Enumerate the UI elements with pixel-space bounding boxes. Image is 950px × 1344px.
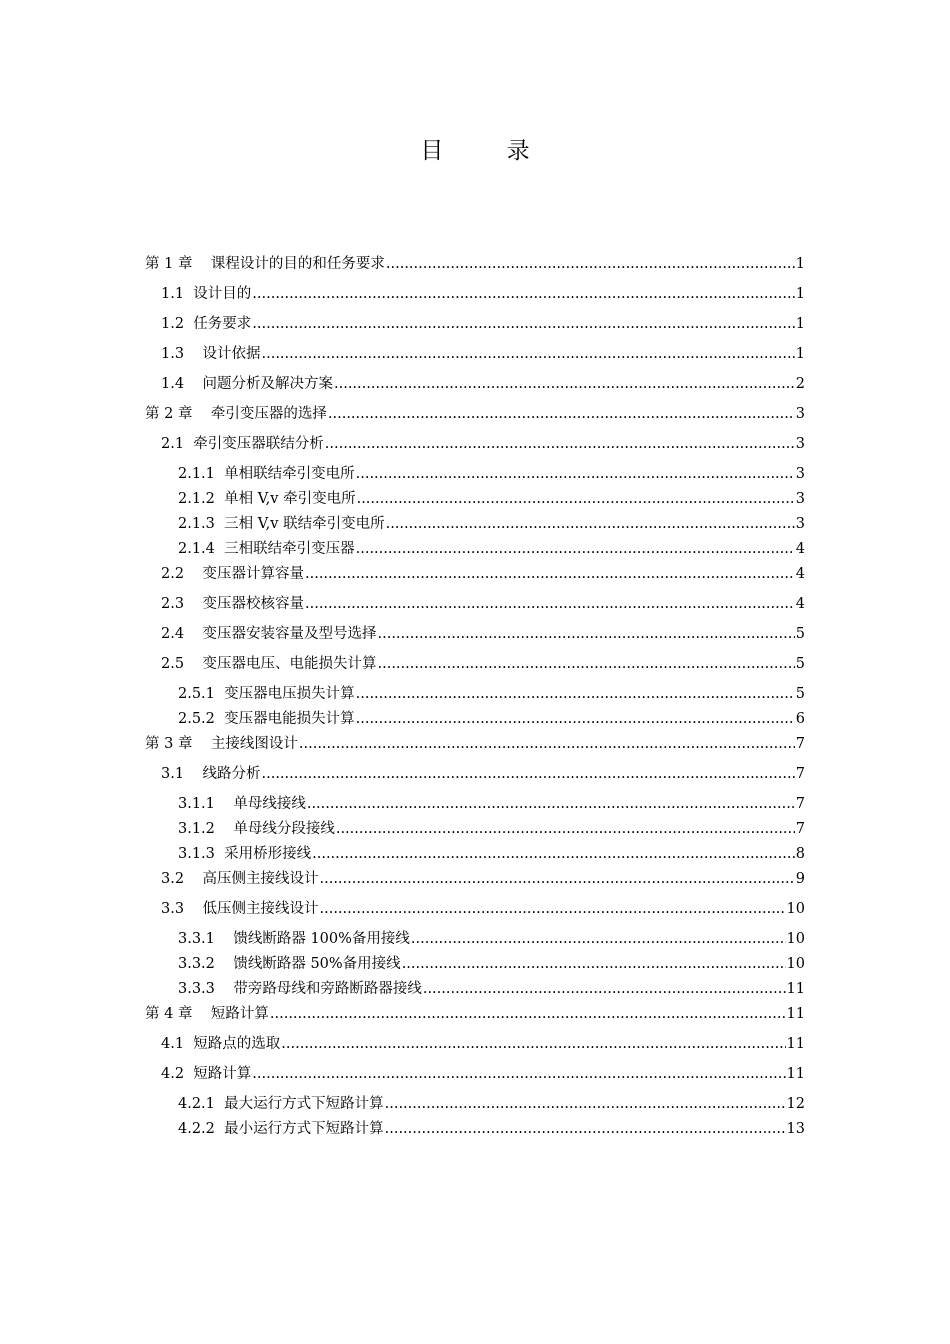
toc-entry-number: 4.2.1: [178, 1096, 225, 1112]
toc-entry-page-number: 9: [795, 871, 805, 887]
toc-entry-title: 三相联结牵引变压器: [224, 541, 355, 557]
toc-entry-page-number: 7: [795, 766, 805, 782]
toc-entry-number: 2.1.4: [178, 541, 225, 557]
toc-dot-leader: [423, 979, 786, 999]
toc-entry-title: 设计目的: [193, 286, 252, 302]
toc-dot-leader: [328, 404, 795, 424]
toc-dot-leader: [385, 1119, 786, 1139]
toc-entry-title: 变压器计算容量: [202, 566, 304, 582]
toc-entry-number: 3.3: [161, 901, 203, 917]
toc-entry[interactable]: [145, 564, 805, 584]
toc-entry-page-number: 5: [795, 626, 805, 642]
toc-entry-number: 第 1 章: [145, 256, 211, 272]
toc-entry[interactable]: [145, 844, 805, 864]
toc-entry-title: 变压器电压、电能损失计算: [202, 656, 377, 672]
toc-entry-number: 2.1.1: [178, 466, 225, 482]
toc-entry-title: 单母线分段接线: [233, 821, 335, 837]
toc-entry-number: 2.5: [161, 656, 203, 672]
toc-entry-page-number: 4: [795, 566, 805, 582]
toc-entry-number: 3.1.1: [178, 796, 234, 812]
toc-entry[interactable]: [145, 899, 805, 919]
toc-dot-leader: [356, 709, 795, 729]
toc-entry[interactable]: [145, 1004, 805, 1024]
toc-entry[interactable]: [145, 684, 805, 704]
toc-entry-title: 高压侧主接线设计: [202, 871, 319, 887]
toc-entry[interactable]: [145, 284, 805, 304]
toc-entry-number: 3.3.3: [178, 981, 234, 997]
toc-entry-number: 2.5.2: [178, 711, 225, 727]
toc-entry-title: 主接线图设计: [210, 736, 298, 752]
toc-dot-leader: [402, 954, 786, 974]
toc-entry-page-number: 8: [795, 846, 805, 862]
toc-dot-leader: [252, 1064, 785, 1084]
toc-list: [145, 254, 805, 1139]
toc-title: 目 录: [420, 138, 558, 164]
toc-dot-leader: [411, 929, 786, 949]
toc-entry[interactable]: [145, 979, 805, 999]
toc-entry[interactable]: [145, 794, 805, 814]
toc-dot-leader: [356, 684, 795, 704]
toc-entry-number: 第 3 章: [145, 736, 211, 752]
toc-entry-page-number: 1: [795, 256, 805, 272]
toc-entry-title: 变压器电压损失计算: [224, 686, 355, 702]
toc-entry-number: 3.2: [161, 871, 203, 887]
toc-entry-page-number: 3: [795, 406, 805, 422]
toc-entry-number: 3.1: [161, 766, 203, 782]
toc-entry-page-number: 11: [786, 981, 805, 997]
toc-dot-leader: [252, 314, 794, 334]
toc-entry-number: 2.5.1: [178, 686, 225, 702]
toc-entry[interactable]: [145, 434, 805, 454]
toc-dot-leader: [281, 1034, 785, 1054]
toc-entry-number: 2.4: [161, 626, 203, 642]
toc-entry-page-number: 1: [795, 316, 805, 332]
toc-entry[interactable]: [145, 869, 805, 889]
toc-dot-leader: [356, 539, 795, 559]
toc-dot-leader: [270, 1004, 786, 1024]
toc-dot-leader: [312, 844, 795, 864]
toc-entry[interactable]: [145, 464, 805, 484]
toc-entry[interactable]: [145, 1064, 805, 1084]
toc-entry-title: 变压器校核容量: [202, 596, 304, 612]
toc-entry-page-number: 10: [786, 956, 805, 972]
toc-entry-page-number: 13: [786, 1121, 805, 1137]
toc-entry[interactable]: [145, 489, 805, 509]
toc-entry-number: 2.2: [161, 566, 203, 582]
toc-entry-title: 变压器安装容量及型号选择: [202, 626, 377, 642]
toc-entry-page-number: 5: [795, 656, 805, 672]
toc-entry-page-number: 11: [786, 1066, 805, 1082]
toc-entry[interactable]: [145, 954, 805, 974]
toc-entry-title: 课程设计的目的和任务要求: [210, 256, 385, 272]
toc-entry-page-number: 1: [795, 346, 805, 362]
toc-entry-title: 短路计算: [210, 1006, 269, 1022]
toc-entry[interactable]: [145, 314, 805, 334]
toc-entry-number: 4.2.2: [178, 1121, 225, 1137]
toc-entry-title: 任务要求: [193, 316, 252, 332]
toc-entry-title: 馈线断路器 50%备用接线: [233, 956, 401, 972]
toc-dot-leader: [305, 594, 795, 614]
toc-entry[interactable]: [145, 1094, 805, 1114]
toc-dot-leader: [320, 869, 795, 889]
toc-entry[interactable]: [145, 819, 805, 839]
toc-entry-number: 1.4: [161, 376, 203, 392]
toc-dot-leader: [307, 794, 795, 814]
toc-entry-page-number: 11: [786, 1006, 805, 1022]
toc-entry[interactable]: [145, 624, 805, 644]
toc-dot-leader: [262, 764, 795, 784]
toc-dot-leader: [320, 899, 786, 919]
toc-entry-title: 馈线断路器 100%备用接线: [233, 931, 410, 947]
toc-dot-leader: [357, 489, 795, 509]
toc-entry-title: 最大运行方式下短路计算: [224, 1096, 384, 1112]
toc-entry-page-number: 10: [786, 931, 805, 947]
toc-entry-title: 低压侧主接线设计: [202, 901, 319, 917]
toc-entry-page-number: 3: [795, 516, 805, 532]
toc-entry-page-number: 2: [795, 376, 805, 392]
toc-dot-leader: [252, 284, 794, 304]
toc-entry[interactable]: [145, 254, 805, 274]
toc-entry-page-number: 3: [795, 466, 805, 482]
toc-dot-leader: [262, 344, 795, 364]
toc-entry[interactable]: [145, 654, 805, 674]
toc-entry-number: 3.1.3: [178, 846, 225, 862]
toc-entry[interactable]: [145, 764, 805, 784]
toc-entry-number: 2.1.2: [178, 491, 225, 507]
toc-dot-leader: [336, 819, 795, 839]
toc-dot-leader: [378, 654, 795, 674]
toc-entry-title: 设计依据: [202, 346, 261, 362]
toc-entry[interactable]: [145, 734, 805, 754]
toc-dot-leader: [386, 514, 795, 534]
toc-entry-page-number: 3: [795, 436, 805, 452]
toc-dot-leader: [385, 1094, 786, 1114]
toc-entry-page-number: 7: [795, 796, 805, 812]
toc-entry-page-number: 1: [795, 286, 805, 302]
toc-entry-title: 单相联结牵引变电所: [224, 466, 355, 482]
toc-entry[interactable]: [145, 539, 805, 559]
toc-entry[interactable]: [145, 1119, 805, 1139]
toc-entry-number: 第 4 章: [145, 1006, 211, 1022]
toc-entry-page-number: 6: [795, 711, 805, 727]
toc-entry[interactable]: [145, 404, 805, 424]
toc-entry-page-number: 4: [795, 596, 805, 612]
toc-entry-number: 3.1.2: [178, 821, 234, 837]
toc-entry-page-number: 10: [786, 901, 805, 917]
toc-entry-number: 1.1: [161, 286, 194, 302]
toc-entry-page-number: 11: [786, 1036, 805, 1052]
toc-dot-leader: [386, 254, 795, 274]
toc-entry-title: 线路分析: [202, 766, 261, 782]
toc-entry[interactable]: [145, 929, 805, 949]
toc-dot-leader: [325, 434, 795, 454]
toc-entry-page-number: 3: [795, 491, 805, 507]
toc-entry-page-number: 5: [795, 686, 805, 702]
toc-entry-page-number: 7: [795, 736, 805, 752]
toc-entry-title: 最小运行方式下短路计算: [224, 1121, 384, 1137]
toc-entry-number: 4.2: [161, 1066, 194, 1082]
toc-dot-leader: [334, 374, 795, 394]
toc-entry-title: 单相 V,v 牵引变电所: [224, 491, 356, 507]
toc-entry-page-number: 12: [786, 1096, 805, 1112]
toc-entry-title: 短路计算: [193, 1066, 252, 1082]
toc-entry-title: 牵引变压器联结分析: [193, 436, 324, 452]
toc-dot-leader: [305, 564, 795, 584]
toc-entry-title: 短路点的选取: [193, 1036, 281, 1052]
toc-entry-page-number: 4: [795, 541, 805, 557]
toc-dot-leader: [356, 464, 795, 484]
toc-entry-title: 单母线接线: [233, 796, 306, 812]
toc-entry-page-number: 7: [795, 821, 805, 837]
toc-entry-number: 3.3.2: [178, 956, 234, 972]
toc-entry[interactable]: [145, 374, 805, 394]
toc-entry-number: 第 2 章: [145, 406, 211, 422]
toc-entry-title: 牵引变压器的选择: [210, 406, 327, 422]
toc-entry-title: 变压器电能损失计算: [224, 711, 355, 727]
toc-entry[interactable]: [145, 514, 805, 534]
toc-entry[interactable]: [145, 709, 805, 729]
toc-entry-number: 1.2: [161, 316, 194, 332]
toc-entry[interactable]: [145, 1034, 805, 1054]
toc-entry-number: 4.1: [161, 1036, 194, 1052]
toc-dot-leader: [378, 624, 795, 644]
toc-dot-leader: [299, 734, 795, 754]
toc-entry[interactable]: [145, 594, 805, 614]
toc-entry-number: 2.3: [161, 596, 203, 612]
toc-entry-title: 问题分析及解决方案: [202, 376, 333, 392]
toc-entry[interactable]: [145, 344, 805, 364]
toc-entry-title: 采用桥形接线: [224, 846, 312, 862]
toc-entry-number: 2.1.3: [178, 516, 225, 532]
toc-entry-number: 2.1: [161, 436, 194, 452]
toc-entry-title: 带旁路母线和旁路断路器接线: [233, 981, 422, 997]
toc-entry-number: 1.3: [161, 346, 203, 362]
toc-entry-title: 三相 V,v 联结牵引变电所: [224, 516, 385, 532]
toc-entry-number: 3.3.1: [178, 931, 234, 947]
